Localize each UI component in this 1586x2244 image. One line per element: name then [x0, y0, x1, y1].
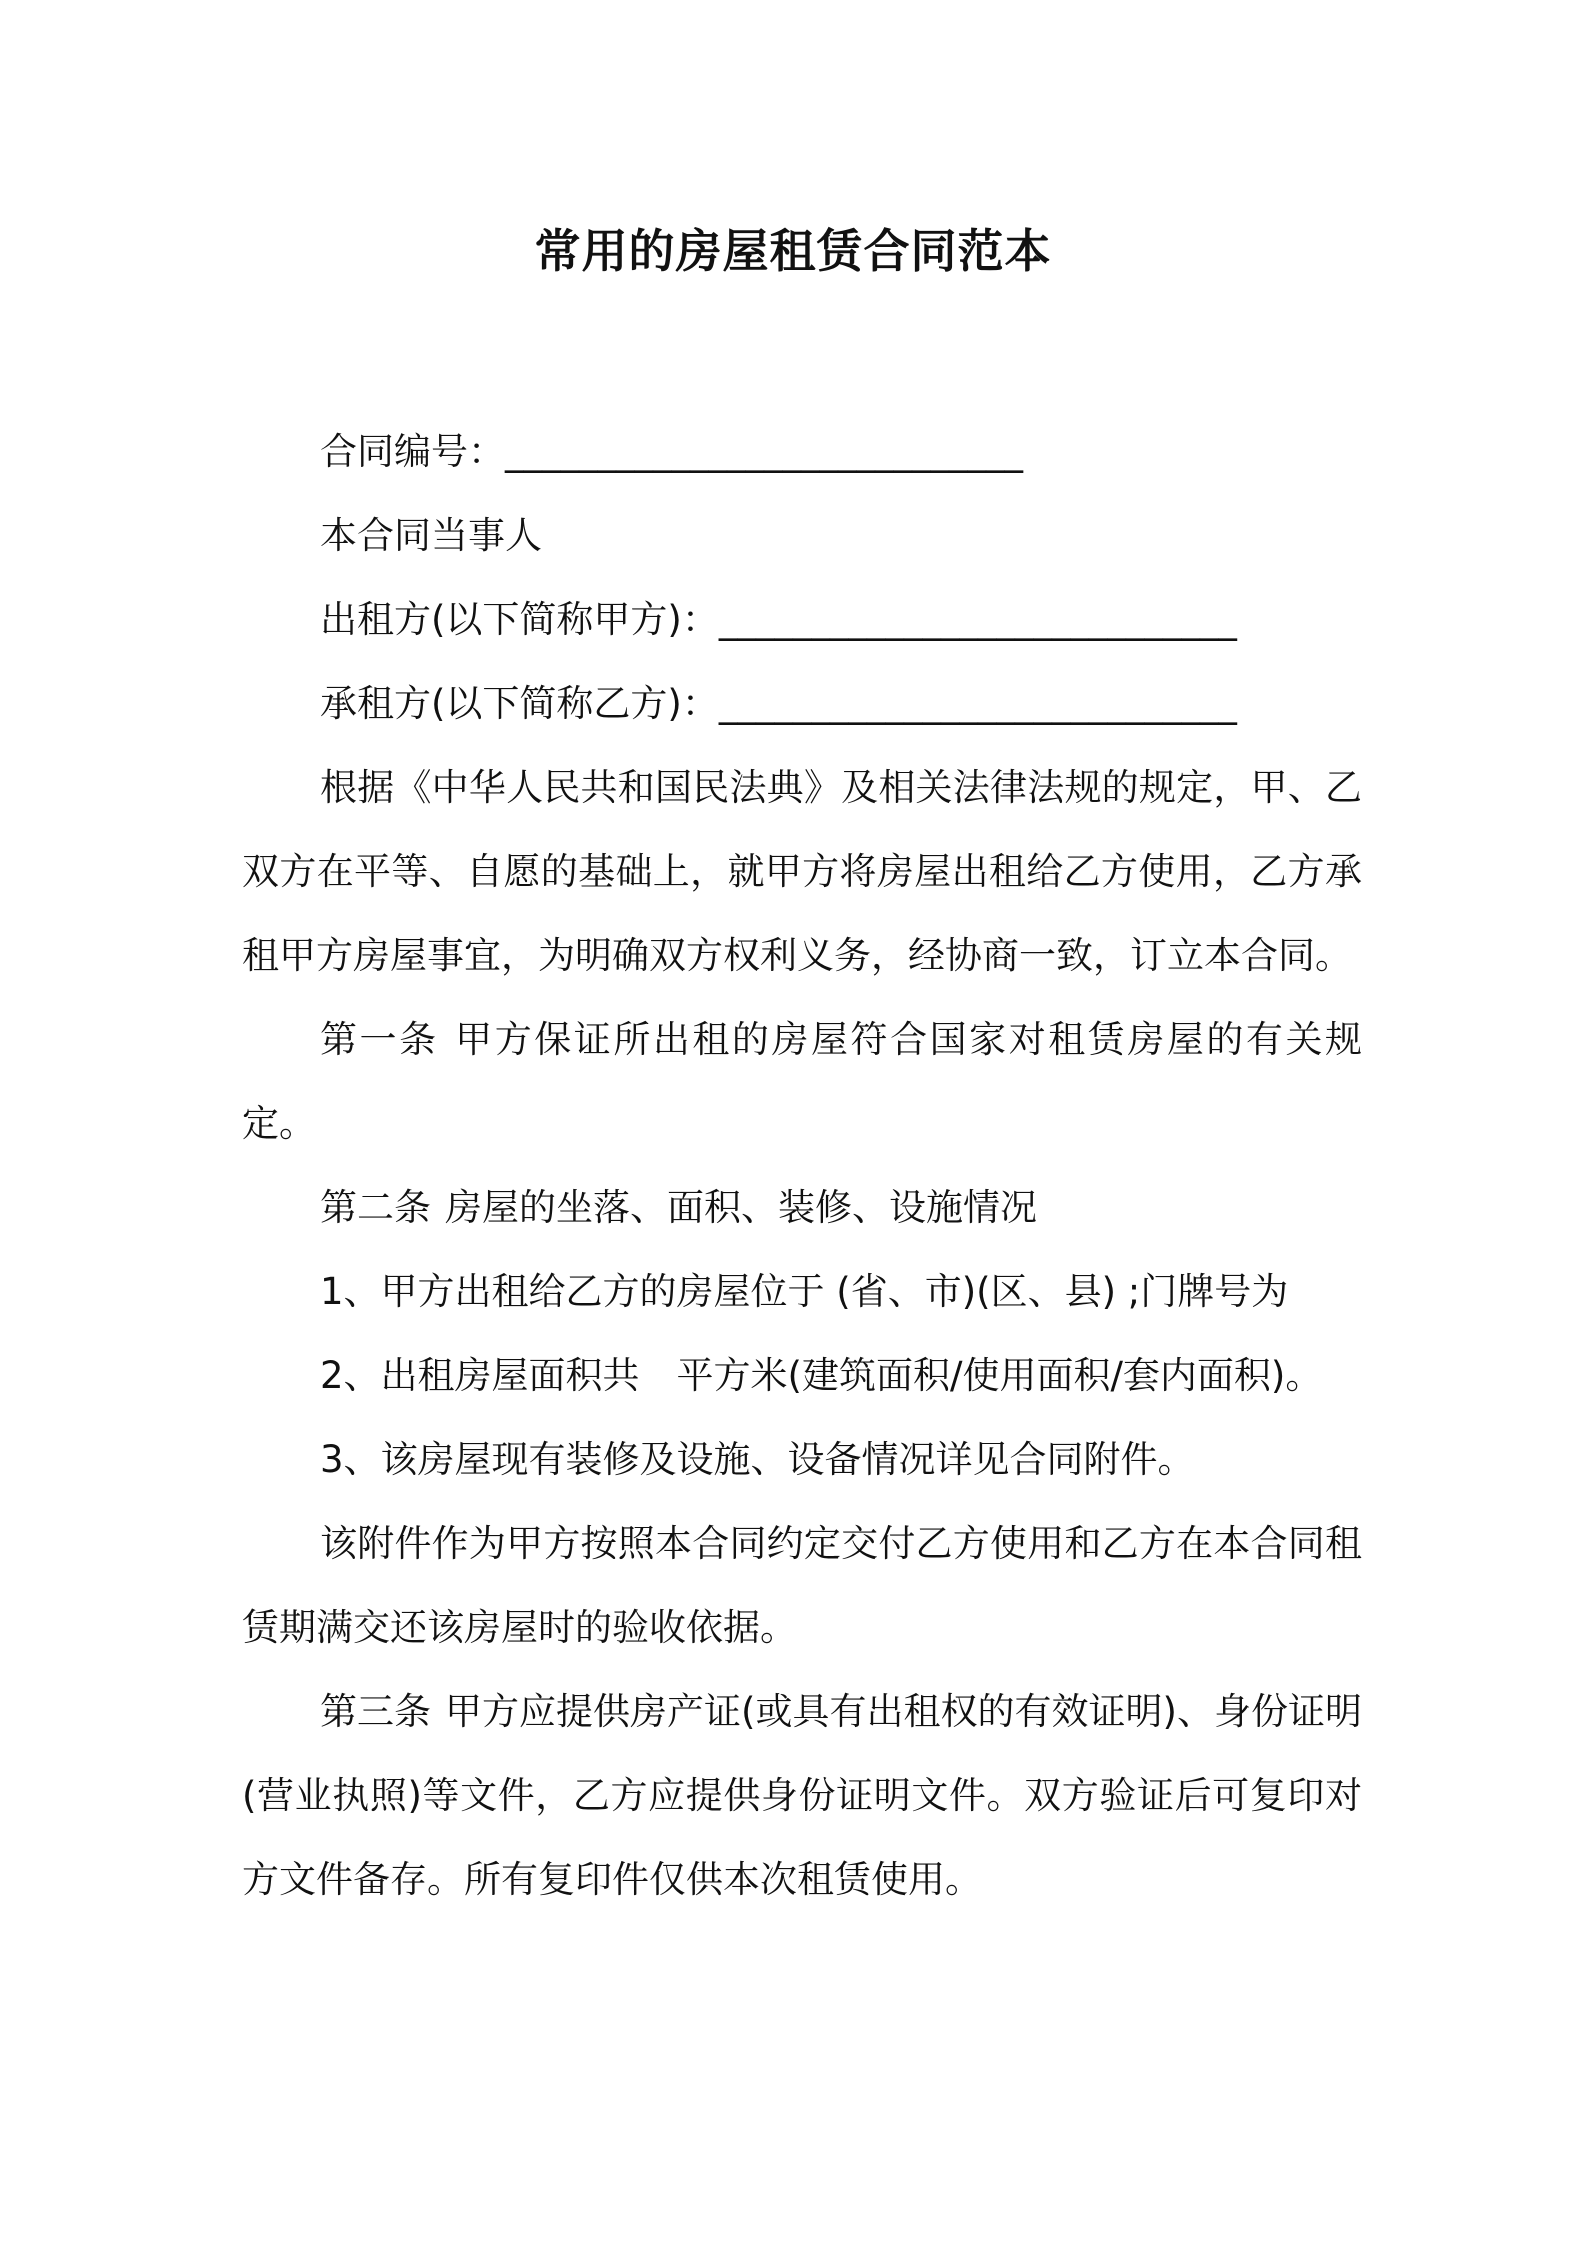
article-3-heading: 第三条 — [320, 1690, 432, 1733]
contract-number-blank: ____________________________ — [505, 430, 1023, 473]
lessee-label: 承租方(以下简称乙方)： — [320, 682, 719, 725]
lessor-blank: ____________________________ — [718, 598, 1237, 641]
document-title: 常用的房屋租赁合同范本 — [534, 224, 1052, 278]
article-2-heading: 第二条 — [320, 1186, 431, 1229]
article-1-text: 甲方保证所出租的房屋符合国家对租赁房屋的有关规定。 — [242, 1018, 1363, 1145]
lessee-row — [242, 662, 1362, 746]
lessor-row — [242, 578, 1362, 662]
document-body — [242, 410, 1362, 1922]
parties-heading: 本合同当事人 — [320, 514, 542, 557]
preamble-paragraph: 根据《中华人民共和国民法典》及相关法律法规的规定，甲、乙双方在平等、自愿的基础上，就甲方将房屋出租给乙方使用，乙方承租甲方房屋事宜，为明确双方权利义务，经协商一致，订立本合同。 — [242, 766, 1362, 977]
lessor-label: 出租方(以下简称甲方)： — [320, 598, 719, 641]
lessee-blank: ____________________________ — [718, 682, 1237, 725]
article-2-text: 房屋的坐落、面积、装修、设施情况 — [445, 1186, 1037, 1229]
article-2-paragraph — [242, 1166, 1362, 1250]
article-3-text: 甲方应提供房产证(或具有出租权的有效证明)、身份证明(营业执照)等文件，乙方应提供身份证明文件。双方验证后可复印对方文件备存。所有复印件仅供本次租赁使用。 — [242, 1690, 1362, 1901]
article-2-item-3: 3、该房屋现有装修及设施、设备情况详见合同附件。 — [320, 1438, 1195, 1481]
article-3-paragraph — [242, 1670, 1362, 1922]
article-2-item-2: 2、出租房屋面积共 平方米(建筑面积/使用面积/套内面积)。 — [320, 1354, 1323, 1397]
article-2-item-1: 1、甲方出租给乙方的房屋位于 (省、市)(区、县) ;门牌号为 — [320, 1270, 1289, 1313]
attachment-note-paragraph: 该附件作为甲方按照本合同约定交付乙方使用和乙方在本合同租赁期满交还该房屋时的验收依据。 — [242, 1522, 1362, 1649]
contract-number-row — [242, 410, 1362, 494]
contract-number-label: 合同编号： — [320, 430, 505, 473]
article-1-paragraph — [242, 998, 1362, 1166]
article-1-heading: 第一条 — [320, 1018, 439, 1061]
